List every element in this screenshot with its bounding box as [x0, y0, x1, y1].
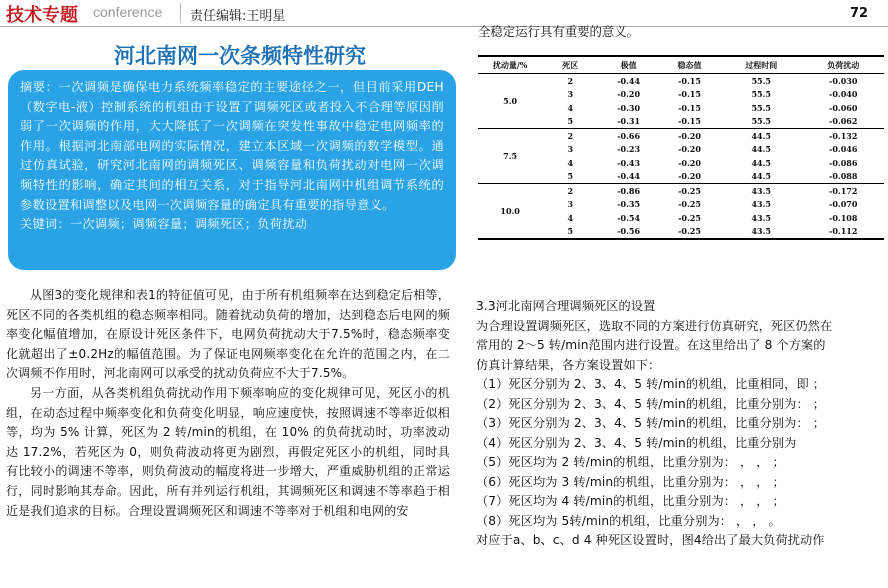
- scheme-item: （8）死区均为 5转/min的机组，比重分别为： ， ， 。: [476, 513, 781, 528]
- table-cell: 3: [567, 199, 574, 210]
- scheme-item: （5）死区均为 2 转/min的机组，比重分别为： ， ， ；: [476, 455, 785, 469]
- table-cell: 3: [567, 144, 574, 155]
- scheme-item: （7）死区均为 4 转/min的机组，比重分别为： ， ， ；: [476, 494, 785, 508]
- table-cell: -0.25: [678, 212, 701, 223]
- table-cell: -0.20: [678, 144, 701, 155]
- table-row: [478, 74, 884, 88]
- group-label-cell: 5.0: [478, 74, 542, 129]
- table-cell: -0.086: [829, 157, 858, 168]
- table-cell: 4: [567, 102, 574, 113]
- table-cell: -0.20: [678, 157, 701, 168]
- table-cell: 2: [567, 130, 574, 141]
- table-header-cell: 极值: [598, 56, 659, 74]
- table-cell: 43.5: [720, 225, 803, 240]
- abstract-box: [8, 70, 456, 270]
- table-cell: -0.35: [617, 199, 641, 210]
- scheme-item: （1）死区分别为 2、3、4、5 转/min的机组，比重相同，即 ；: [476, 377, 826, 391]
- results-table: [478, 55, 884, 240]
- table-cell: 5: [542, 170, 598, 184]
- table-cell: -0.062: [802, 115, 884, 129]
- table-cell: 44.5: [751, 130, 771, 141]
- section-heading: 3.3河北南网合理调频死区的设置: [476, 299, 656, 313]
- table-cell: -0.030: [829, 75, 858, 86]
- page-header: [0, 0, 888, 28]
- table-cell: -0.132: [829, 130, 858, 141]
- table-cell: -0.088: [802, 170, 884, 184]
- article-title: 河北南网一次条频特性研究: [114, 44, 366, 68]
- table-cell: 55.5: [751, 75, 771, 86]
- left-column-body: [6, 286, 450, 521]
- table-cell: -0.31: [598, 115, 659, 129]
- table-row: [478, 129, 884, 143]
- table-cell: -0.20: [678, 130, 701, 141]
- table-cell: -0.112: [802, 225, 884, 240]
- table-cell: 55.5: [751, 102, 771, 113]
- body-line: 对应于a、b、c、d 4 种死区设置时，图4给出了最大负荷扰动作: [476, 533, 825, 547]
- table-cell: 43.5: [751, 199, 771, 210]
- table-cell: 2: [567, 75, 574, 86]
- right-column-continuation: 全稳定运行具有重要的意义。: [478, 24, 640, 39]
- table-cell: 44.5: [720, 170, 803, 184]
- table-cell: -0.56: [598, 225, 659, 240]
- table-cell: -0.20: [659, 170, 720, 184]
- table-cell: 43.5: [751, 212, 771, 223]
- table-cell: -0.060: [829, 102, 858, 113]
- scheme-item: （2）死区分别为 2、3、4、5 转/min的机组，比重分别为： ；: [476, 396, 826, 411]
- header-rule: [0, 26, 888, 27]
- table-cell: 44.5: [751, 157, 771, 168]
- scheme-item: （6）死区均为 3 转/min的机组，比重分别为： ， ， ；: [476, 474, 785, 489]
- table-header-cell: 过程时间: [720, 56, 803, 74]
- abstract-text: 摘要：一次调频是确保电力系统频率稳定的主要途径之一，但目前采用DEH（数字电-液）控制系统的机组由于设置了调频死区或者投入不合理等原因削弱了一次调频的作用，大大降低了一次调频在突发性事故中稳定电网频率的作用。根据河北南部电网的实际情况，建立本区域一次调频的数学模型。通过仿真试验，研究河北南网的调频死区、调频容量和负荷扰动对电网一次调频特性的影响，确定其间的相互关系，对于指导河北南网中机组调节系统的参数设置和调整以及电网一次调频容量的确定具有重要的指导意义。: [20, 80, 444, 212]
- table-cell: 4: [567, 212, 574, 223]
- table-cell: 44.5: [751, 144, 771, 155]
- table-cell: -0.15: [678, 75, 701, 86]
- table-cell: -0.15: [659, 115, 720, 129]
- table-cell: 2: [567, 185, 574, 196]
- table-cell: -0.20: [617, 89, 641, 100]
- table-cell: -0.43: [617, 157, 641, 168]
- table-cell: -0.44: [617, 75, 641, 86]
- body-paragraph: 另一方面，从各类机组负荷扰动作用下频率响应的变化规律可见，死区小的机组，在动态过程中频率变化和负荷变化明显，响应速度快，按照调速不等率近似相等，均为 5% 计算，死区为 2 转/min的机组，在 10% 的负荷扰动时，功率波动达 17.2%，若死区为 0，则负荷波动将更为剧烈，再假定死区小的机组，同时具有比较小的调速不等率，则负荷波动的幅度将进一步增大，严重威胁机组的正常运行，同时影响其寿命。因此，所有并列运行机组，其调频死区和调速不等率趋于相近是我们追求的目标。合理设置调频死区和调速不等率对于机组和电网的安: [6, 385, 450, 518]
- body-line: 为合理设置调频死区，选取不同的方案进行仿真研究，死区仍然在: [476, 318, 833, 333]
- table-cell: 55.5: [720, 115, 803, 129]
- table-header-cell: 扰动量/%: [478, 56, 542, 74]
- table-cell: -0.25: [678, 185, 701, 196]
- table-header-cell: 稳态值: [659, 56, 720, 74]
- table-row: [478, 184, 884, 198]
- table-cell: -0.070: [829, 199, 858, 210]
- table-cell: -0.15: [678, 89, 701, 100]
- keywords: 关键词：一次调频；调频容量；调频死区；负荷扰动: [20, 217, 308, 232]
- table-cell: -0.30: [617, 102, 641, 113]
- body-line: 仿真计算结果，各方案设置如下：: [476, 357, 661, 372]
- group-label-cell: 7.5: [478, 129, 542, 184]
- table-cell: -0.25: [659, 225, 720, 240]
- scheme-item: （4）死区分别为 2、3、4、5 转/min的机组，比重分别为: [476, 435, 797, 450]
- table-header-cell: 负荷扰动: [802, 56, 884, 74]
- table-cell: 5: [542, 115, 598, 129]
- table-cell: -0.108: [829, 212, 858, 223]
- table-header-cell: 死区: [542, 56, 598, 74]
- header-separator: [180, 3, 181, 23]
- table-cell: -0.44: [598, 170, 659, 184]
- section-brand: 技术专题: [6, 5, 78, 26]
- table-cell: 43.5: [751, 185, 771, 196]
- section-brand-english: conference: [93, 4, 163, 20]
- body-paragraph: 从图3的变化规律和表1的特征值可见，由于所有机组频率在达到稳定后相等，死区不同的各类机组的稳态频率相同。随着扰动负荷的增加，达到稳态后电网的频率变化幅值增加，在原设计死区条件下，电网负荷扰动大于7.5%时，稳态频率变化就超出了±0.2Hz的幅值范围。为了保证电网频率变化在允许的范围之内，在二次调频不作用时，河北南网可以承受的扰动负荷应不大于7.5%。: [6, 288, 450, 381]
- table-cell: -0.046: [829, 144, 858, 155]
- table-header-row: [478, 56, 884, 74]
- group-label-cell: 10.0: [478, 184, 542, 240]
- table-cell: 3: [567, 89, 574, 100]
- table-cell: -0.040: [829, 89, 858, 100]
- right-column-body: [476, 297, 882, 551]
- table-cell: -0.15: [678, 102, 701, 113]
- table-cell: -0.66: [617, 130, 641, 141]
- table-cell: -0.172: [829, 185, 858, 196]
- table-cell: 55.5: [751, 89, 771, 100]
- table-cell: 4: [567, 157, 574, 168]
- body-line: 常用的 2～5 转/min范围内进行设置。在这里给出了 8 个方案的: [476, 338, 826, 352]
- table-cell: -0.23: [617, 144, 641, 155]
- table-cell: -0.54: [617, 212, 641, 223]
- table-cell: -0.86: [617, 185, 641, 196]
- scheme-item: （3）死区分别为 2、3、4、5 转/min的机组，比重分别为： ；: [476, 416, 826, 430]
- table-cell: 5: [542, 225, 598, 240]
- editor-credit: 责任编辑:王明星: [190, 9, 286, 24]
- table-cell: -0.25: [678, 199, 701, 210]
- page-number: 72: [850, 6, 869, 21]
